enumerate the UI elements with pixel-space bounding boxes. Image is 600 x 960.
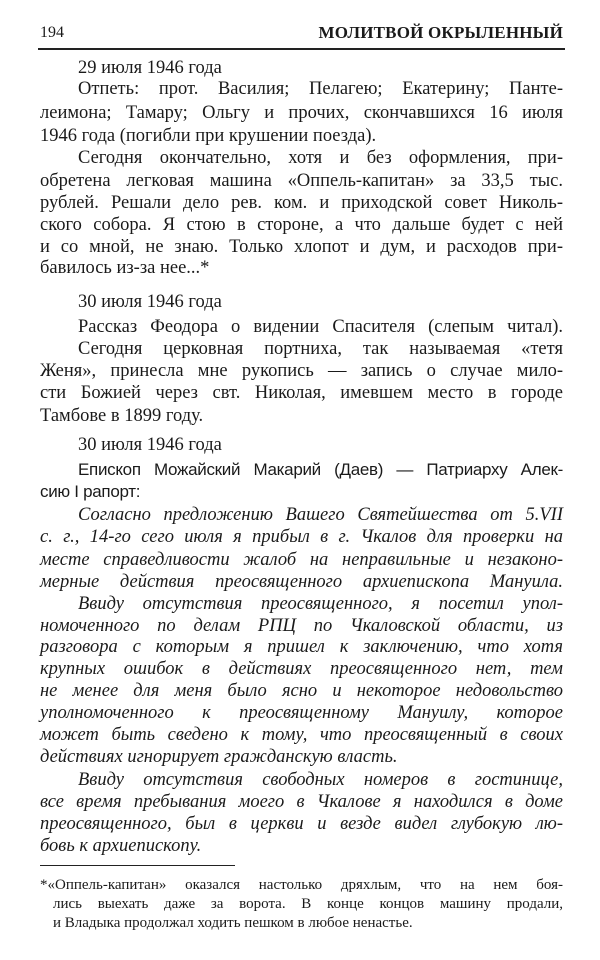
letter-line: может быть сведено к тому, что преосвященный в своих	[40, 725, 563, 745]
letter-line: Согласно предложению Вашего Святейшества от 5.VII	[78, 505, 563, 525]
letter-line: мерные действия преосвященного архиепископа Мануила.	[40, 572, 563, 592]
letter-line: все время пребывания моего в Чкалове я находился в доме	[40, 792, 563, 812]
entry-date: 30 июля 1946 года	[78, 292, 222, 312]
running-title: МОЛИТВОЙ ОКРЫЛЕННЫЙ	[318, 23, 563, 42]
text-line: Рассказ Феодора о видении Спасителя (слепым читал).	[78, 317, 563, 337]
text-line: сти Божией через свт. Николая, имевшем место в городе	[40, 383, 563, 403]
letter-line: Ввиду отсутствия свободных номеров в гостинице,	[78, 770, 563, 790]
entry-date: 29 июля 1946 года	[78, 58, 222, 78]
text-line: Женя», принесла мне рукопись — запись о случае мило-	[40, 361, 563, 381]
entry-date: 30 июля 1946 года	[78, 435, 222, 455]
text-line: Сегодня окончательно, хотя и без оформления, при-	[78, 148, 563, 168]
header-rule	[38, 48, 565, 50]
letter-line: крупных ошибок в действиях преосвященного нет, тем	[40, 659, 563, 679]
footnote-line: и Владыка продолжал ходить пешком в любое ненастье.	[53, 915, 413, 931]
letter-line: преосвященного, был в церкви и везде видел глубокую лю-	[40, 814, 563, 834]
footnote-rule	[40, 865, 235, 866]
letter-line: номоченного по делам РПЦ по Чкаловской области, из	[40, 616, 563, 636]
text-line: и со мной, не знаю. Только хлопот и дум, и расходов при-	[40, 237, 563, 257]
letter-line: разговора с которым я пришел к заключению, что хотя	[40, 637, 563, 657]
letter-line: уполномоченного к преосвященному Мануилу, которое	[40, 703, 563, 723]
text-line: бавилось из-за нее...*	[40, 258, 210, 278]
letter-line: не менее для меня было ясно и некоторое недовольство	[40, 681, 563, 701]
text-line: Сегодня церковная портниха, так называемая «тетя	[78, 339, 563, 359]
text-line: 1946 года (погибли при крушении поезда).	[40, 126, 377, 146]
letter-line: месте справедливости жалоб на неправильные и незаконо-	[40, 550, 563, 570]
text-line: ского собора. Я стою в стороне, а что дальше будет с ней	[40, 215, 563, 235]
letter-line: бовь к архиепископу.	[40, 836, 202, 856]
text-line: Отпеть: прот. Василия; Пелагею; Екатерину; Панте-	[78, 79, 563, 99]
text-line: Тамбове в 1899 году.	[40, 406, 204, 426]
footnote-line: лись выехать даже за ворота. В конце концов машину продали,	[53, 896, 563, 912]
letter-line: действиях игнорирует гражданскую власть.	[40, 747, 398, 767]
page-number: 194	[40, 24, 64, 41]
letter-line: с. г., 14-го сего июля я прибыл в г. Чкалов для проверки на	[40, 527, 563, 547]
intro-line: сию I рапорт:	[40, 482, 141, 501]
text-line: обретена легковая машина «Оппель-капитан» за 33,5 тыс.	[40, 171, 563, 191]
intro-line: Епископ Можайский Макарий (Даев) — Патриарху Алек-	[78, 460, 563, 479]
text-line: леимона; Тамару; Ольгу и прочих, скончавшихся 16 июля	[40, 103, 563, 123]
text-line: рублей. Решали дело рев. ком. и приходской совет Николь-	[40, 193, 563, 213]
letter-line: Ввиду отсутствия преосвященного, я посетил упол-	[78, 594, 563, 614]
footnote-line: *«Оппель-капитан» оказался настолько дряхлым, что на нем боя-	[40, 877, 563, 893]
